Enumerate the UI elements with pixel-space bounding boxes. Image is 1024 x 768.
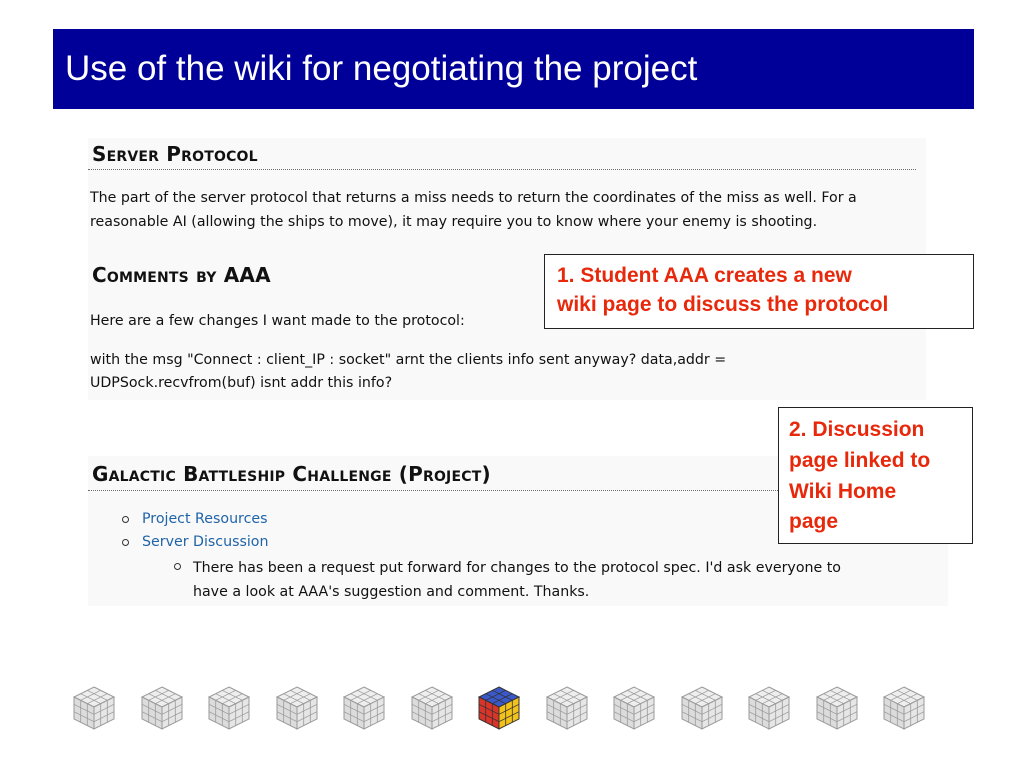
cube-icon bbox=[880, 683, 928, 731]
cube-icon bbox=[610, 683, 658, 731]
server-protocol-heading: Server Protocol bbox=[92, 142, 258, 166]
project-links-list bbox=[122, 508, 268, 554]
discussion-note-line-2: have a look at AAA's suggestion and comment. Thanks. bbox=[193, 584, 590, 600]
project-heading: Galactic Battleship Challenge (Project) bbox=[92, 462, 491, 486]
cube-icon bbox=[205, 683, 253, 731]
comments-heading: Comments by AAA bbox=[92, 263, 271, 287]
footer-cube-strip bbox=[70, 683, 960, 733]
slide-title-bar bbox=[53, 29, 974, 109]
sub-bullet-icon bbox=[174, 563, 181, 570]
comments-line-1: with the msg "Connect : client_IP : socket" arnt the clients info sent anyway? data,addr = bbox=[90, 352, 727, 368]
list-item bbox=[122, 508, 268, 531]
cube-icon bbox=[340, 683, 388, 731]
callout-discussion-line-1: 2. Discussion bbox=[789, 418, 925, 441]
cube-icon bbox=[745, 683, 793, 731]
server-discussion-link[interactable]: Server Discussion bbox=[142, 534, 269, 550]
cube-icon bbox=[138, 683, 186, 731]
comments-line-2: UDPSock.recvfrom(buf) isnt addr this info? bbox=[90, 375, 393, 391]
bullet-icon bbox=[122, 516, 129, 523]
slide-title: Use of the wiki for negotiating the project bbox=[65, 49, 698, 88]
cube-icon bbox=[273, 683, 321, 731]
callout-new-page-line-1: 1. Student AAA creates a new bbox=[557, 264, 852, 287]
callout-discussion-line-4: page bbox=[789, 510, 839, 533]
heading-rule bbox=[88, 169, 916, 170]
cube-icon bbox=[70, 683, 118, 731]
cube-icon bbox=[813, 683, 861, 731]
comments-intro: Here are a few changes I want made to the protocol: bbox=[90, 313, 465, 329]
callout-discussion-line-2: page linked to bbox=[789, 449, 931, 472]
server-protocol-line-1: The part of the server protocol that returns a miss needs to return the coordinates of the miss as well. For a bbox=[90, 190, 857, 206]
callout-discussion-linked bbox=[778, 407, 973, 544]
discussion-note-line-1: There has been a request put forward for changes to the protocol spec. I'd ask everyone to bbox=[193, 560, 841, 576]
bullet-icon bbox=[122, 539, 129, 546]
list-item bbox=[122, 531, 268, 554]
callout-new-page-line-2: wiki page to discuss the protocol bbox=[557, 293, 889, 316]
callout-new-page bbox=[544, 254, 974, 329]
cube-color-icon bbox=[475, 683, 523, 731]
cube-icon bbox=[408, 683, 456, 731]
cube-icon bbox=[678, 683, 726, 731]
callout-discussion-line-3: Wiki Home bbox=[789, 480, 897, 503]
cube-icon bbox=[543, 683, 591, 731]
project-resources-link[interactable]: Project Resources bbox=[142, 511, 268, 527]
server-protocol-line-2: reasonable AI (allowing the ships to move), it may require you to know where your enemy is shooting. bbox=[90, 214, 818, 230]
